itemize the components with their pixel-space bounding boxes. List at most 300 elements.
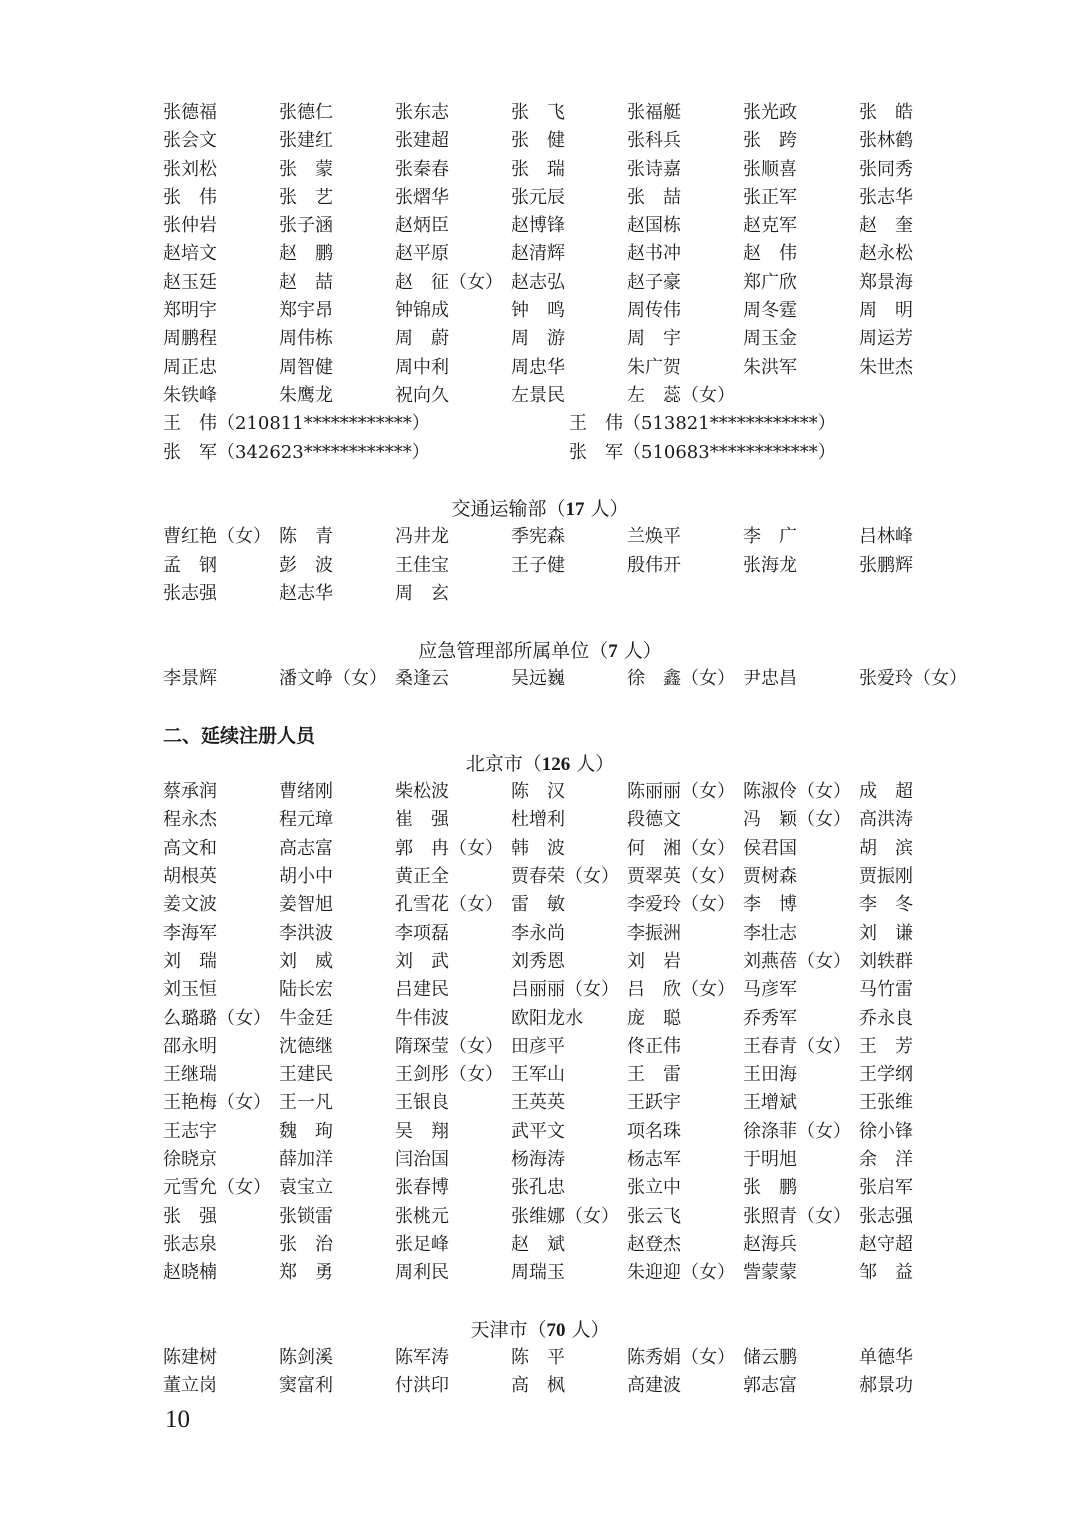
name-with-id: 王 伟（210811************） [163,413,430,435]
person-name: 项名珠 [627,1120,681,1142]
person-name: 张 飞 [511,102,565,123]
person-name: 刘 谦 [859,922,913,944]
person-name: 乔永良 [859,1007,913,1029]
name-row [163,523,963,551]
person-name: 高志富 [279,837,333,859]
person-name: 徐 鑫（女） [627,667,735,689]
name-row [163,1174,963,1202]
name-with-id: 张 军（510683************） [569,441,836,463]
person-name: 张刘松 [163,158,217,180]
person-name: 王一凡 [279,1092,333,1114]
person-name: 李壮志 [743,922,797,944]
person-name: 武平文 [511,1120,565,1142]
person-name: 刘 岩 [627,950,681,972]
person-name: 张建红 [279,130,333,152]
person-name: 李振洲 [627,922,681,944]
name-row [163,212,963,240]
name-row [163,156,963,184]
person-name: 李永尚 [511,922,565,944]
person-name: 李景辉 [163,667,217,689]
person-name: 李 博 [743,894,797,916]
person-name: 郭 冉（女） [395,837,503,859]
person-name: 张桃元 [395,1205,449,1227]
person-name: 张照青（女） [743,1205,851,1227]
person-name: 周伟栋 [279,328,333,350]
person-name: 杨志军 [627,1148,681,1170]
person-name: 张立中 [627,1177,681,1199]
person-name: 张正军 [743,186,797,208]
title-text: 天津市（ [470,1318,547,1341]
person-name: 曹绪刚 [279,781,333,803]
person-name: 张志强 [859,1205,913,1227]
person-name: 李项磊 [395,922,449,944]
person-name: 邵永明 [163,1035,217,1057]
person-name: 马竹雷 [859,979,913,1001]
person-name: 乔秀军 [743,1007,797,1029]
person-name: 左 蕊（女） [627,384,735,406]
person-name: 周冬霆 [743,300,797,322]
person-name: 周鹏程 [163,328,217,350]
person-name: 朱洪军 [743,356,797,378]
person-name: 刘玉恒 [163,979,217,1001]
person-name: 陈军涛 [395,1347,449,1369]
person-name: 王增斌 [743,1092,797,1114]
person-name: 赵炳臣 [395,215,449,237]
person-name: 贾振刚 [859,866,913,888]
document-body [163,99,967,1401]
person-name: 贾翠英（女） [627,866,735,888]
title-unit: 人） [570,752,615,775]
transport-section-title [163,495,917,523]
person-name: 欧阳龙水 [511,1007,583,1029]
person-name: 陈 汉 [511,781,565,803]
name-row [163,806,963,834]
person-name: 曹红艳（女） [163,526,271,548]
person-name: 郑景海 [859,271,913,293]
name-row [163,1344,963,1372]
person-name: 张志强 [163,583,217,605]
person-name: 周中利 [395,356,449,378]
person-name: 张 皓 [859,102,913,123]
title-count: 126 [541,753,571,775]
name-row [163,127,963,155]
person-name: 赵博锋 [511,215,565,237]
person-name: 陈丽丽（女） [627,781,735,803]
person-name: 刘 武 [395,950,449,972]
title-unit: 人） [584,498,629,521]
person-name: 周运芳 [859,328,913,350]
title-text: 北京市（ [465,752,542,775]
person-name: 张元辰 [511,186,565,208]
person-name: 张 健 [511,130,565,152]
person-name: 王银良 [395,1092,449,1114]
person-name: 钟锦成 [395,300,449,322]
person-name: 陈建树 [163,1347,217,1369]
person-name: 姜智旭 [279,894,333,916]
emergency-section-title [163,637,917,665]
person-name: 徐小锋 [859,1120,913,1142]
person-name: 郑广欣 [743,271,797,293]
person-name: 高 枫 [511,1375,565,1397]
person-name: 刘燕蓓（女） [743,950,851,972]
person-name: 左景民 [511,384,565,406]
person-name: 桑逢云 [395,667,449,689]
name-row [163,354,963,382]
person-name: 刘秀恩 [511,950,565,972]
name-row [163,382,963,410]
person-name: 陆长宏 [279,979,333,1001]
title-count: 70 [546,1319,566,1341]
person-name: 闫治国 [395,1148,449,1170]
title-count: 17 [565,499,585,521]
person-name: 潘文峥（女） [279,667,387,689]
person-name: 赵志弘 [511,271,565,293]
person-name: 李 广 [743,526,797,548]
person-name: 程元璋 [279,809,333,831]
person-name: 沈德继 [279,1035,333,1057]
person-name: 赵平原 [395,243,449,265]
person-name: 张顺喜 [743,158,797,180]
person-name: 胡 滨 [859,837,913,859]
person-name: 张同秀 [859,158,913,180]
person-name: 王剑彤（女） [395,1064,503,1086]
person-name: 郝景功 [859,1375,913,1397]
person-name: 吕 欣（女） [627,979,735,1001]
person-name: 王志宇 [163,1120,217,1142]
person-name: 张志泉 [163,1233,217,1255]
person-name: 陈 平 [511,1347,565,1369]
person-name: 张秦春 [395,158,449,180]
person-name: 赵登杰 [627,1233,681,1255]
name-row [163,1061,963,1089]
person-name: 邹 益 [859,1262,913,1284]
person-name: 赵子豪 [627,271,681,293]
person-name: 赵书冲 [627,243,681,265]
person-name: 郭志富 [743,1375,797,1397]
person-name: 王艳梅（女） [163,1092,271,1114]
person-name: 张福艇 [627,102,681,123]
person-name: 薛加洋 [279,1148,333,1170]
person-name: 张东志 [395,102,449,123]
name-with-id: 王 伟（513821************） [569,413,836,435]
person-name: 周玉金 [743,328,797,350]
person-name: 张 治 [279,1233,333,1255]
person-name: 周 玄 [395,583,449,605]
name-row [163,325,963,353]
person-name: 张鹏辉 [859,554,913,576]
person-name: 尹忠昌 [743,667,797,689]
person-name: 吴远巍 [511,667,565,689]
person-name: 程永杰 [163,809,217,831]
person-name: 胡小中 [279,866,333,888]
person-name: 季宪森 [511,526,565,548]
person-name: 蔡承润 [163,781,217,803]
person-name: 赵 鹏 [279,243,333,265]
name-row [163,948,963,976]
person-name: 王张维 [859,1092,913,1114]
person-name: 张 跨 [743,130,797,152]
person-name: 张会文 [163,130,217,152]
person-name: 彭 波 [279,554,333,576]
title-text: 交通运输部（ [451,498,566,521]
title-unit: 人） [617,639,662,662]
emergency-name-list [163,665,967,693]
person-name: 吕林峰 [859,526,913,548]
person-name: 张科兵 [627,130,681,152]
person-name: 张云飞 [627,1205,681,1227]
person-name: 王 芳 [859,1035,913,1057]
name-row [163,920,963,948]
beijing-section-title [163,750,917,778]
person-name: 周 蔚 [395,328,449,350]
name-row [163,976,963,1004]
tianjin-section-title [163,1316,917,1344]
person-name: 孟 钢 [163,554,217,576]
person-name: 王田海 [743,1064,797,1086]
person-name: 柴松波 [395,781,449,803]
person-name: 赵培文 [163,243,217,265]
person-name: 訾蒙蒙 [743,1262,797,1284]
name-row [163,1259,963,1287]
person-name: 刘 威 [279,950,333,972]
person-name: 赵海兵 [743,1233,797,1255]
name-row [163,1372,963,1400]
person-name: 祝向久 [395,384,449,406]
name-row [163,552,963,580]
person-name: 张仲岩 [163,215,217,237]
name-row [163,1033,963,1061]
person-name: 张建超 [395,130,449,152]
person-name: 赵 斌 [511,1233,565,1255]
person-name: 兰焕平 [627,526,681,548]
id-line [163,439,963,467]
person-name: 殷伟开 [627,554,681,576]
person-name: 张足峰 [395,1233,449,1255]
person-name: 孔雪花（女） [395,894,503,916]
person-name: 赵 征（女） [395,271,503,293]
person-name: 李海军 [163,922,217,944]
name-row [163,269,963,297]
person-name: 张光政 [743,102,797,123]
person-name: 黄正全 [395,866,449,888]
person-name: 刘轶群 [859,950,913,972]
person-name: 周 宇 [627,328,681,350]
person-name: 张 瑞 [511,158,565,180]
name-row [163,184,963,212]
name-row [163,1005,963,1033]
person-name: 王英英 [511,1092,565,1114]
person-name: 段德文 [627,809,681,831]
person-name: 郑明宇 [163,300,217,322]
person-name: 赵 伟 [743,243,797,265]
person-name: 于明旭 [743,1148,797,1170]
person-name: 张锁雷 [279,1205,333,1227]
person-name: 李爱玲（女） [627,894,735,916]
person-name: 单德华 [859,1347,913,1369]
person-name: 王建民 [279,1064,333,1086]
person-name: 崔 强 [395,809,449,831]
person-name: 朱广贺 [627,356,681,378]
person-name: 冯 颖（女） [743,809,851,831]
person-name: 郑 勇 [279,1262,333,1284]
name-row [163,835,963,863]
person-name: 赵晓楠 [163,1262,217,1284]
person-name: 张子涵 [279,215,333,237]
person-name: 魏 珣 [279,1120,333,1142]
name-row [163,891,963,919]
person-name: 杜增利 [511,809,565,831]
person-name: 马彦军 [743,979,797,1001]
person-name: 张 艺 [279,186,333,208]
person-name: 陈淑伶（女） [743,781,851,803]
person-name: 胡根英 [163,866,217,888]
person-name: 董立岗 [163,1375,217,1397]
name-row [163,1146,963,1174]
person-name: 张德福 [163,102,217,123]
person-name: 张志华 [859,186,913,208]
person-name: 牛伟波 [395,1007,449,1029]
person-name: 贾春荣（女） [511,866,619,888]
person-name: 张孔忠 [511,1177,565,1199]
person-name: 钟 鸣 [511,300,565,322]
person-name: 赵 奎 [859,215,913,237]
person-name: 余 洋 [859,1148,913,1170]
person-name: 何 湘（女） [627,837,735,859]
person-name: 周 明 [859,300,913,322]
person-name: 付洪印 [395,1375,449,1397]
section1-name-list [163,99,963,410]
person-name: 元雪允（女） [163,1177,271,1199]
person-name: 侯君国 [743,837,797,859]
person-name: 张 强 [163,1205,217,1227]
section2-heading: 二、延续注册人员 [163,724,316,747]
name-with-id: 张 军（342623************） [163,441,430,463]
tianjin-name-list [163,1344,963,1401]
person-name: 张 蒙 [279,158,333,180]
person-name: 张启军 [859,1177,913,1199]
person-name: 张维娜（女） [511,1205,619,1227]
person-name: 陈剑溪 [279,1347,333,1369]
person-name: 徐晓京 [163,1148,217,1170]
person-name: 田彦平 [511,1035,565,1057]
person-name: 贾树森 [743,866,797,888]
person-name: 雷 敏 [511,894,565,916]
person-name: 储云鹏 [743,1347,797,1369]
person-name: 周正忠 [163,356,217,378]
person-name: 赵克军 [743,215,797,237]
person-name: 张春博 [395,1177,449,1199]
person-name: 隋琛莹（女） [395,1035,503,1057]
id-line [163,410,963,438]
person-name: 吕丽丽（女） [511,979,619,1001]
person-name: 牛金廷 [279,1007,333,1029]
person-name: 高建波 [627,1375,681,1397]
page-number: 10 [165,1406,190,1433]
name-row [163,580,963,608]
title-count: 7 [608,640,618,662]
person-name: 张海龙 [743,554,797,576]
person-name: 张林鹤 [859,130,913,152]
title-unit: 人） [565,1318,610,1341]
person-name: 周利民 [395,1262,449,1284]
person-name: 徐涤菲（女） [743,1120,851,1142]
name-row [163,1118,963,1146]
person-name: 赵 喆 [279,271,333,293]
person-name: 王军山 [511,1064,565,1086]
name-row [163,665,967,693]
person-name: 杨海涛 [511,1148,565,1170]
person-name: 王春青（女） [743,1035,851,1057]
name-row [163,1203,963,1231]
person-name: 李洪波 [279,922,333,944]
person-name: 王子健 [511,554,565,576]
beijing-name-list [163,778,963,1287]
title-text: 应急管理部所属单位（ [418,639,609,662]
name-row [163,1231,963,1259]
person-name: 张熠华 [395,186,449,208]
person-name: 李 冬 [859,894,913,916]
person-name: 成 超 [859,781,913,803]
person-name: 赵志华 [279,583,333,605]
person-name: 周 游 [511,328,565,350]
person-name: 朱世杰 [859,356,913,378]
person-name: 赵守超 [859,1233,913,1255]
name-row [163,863,963,891]
person-name: 王继瑞 [163,1064,217,1086]
person-name: 赵玉廷 [163,271,217,293]
person-name: 庞 聪 [627,1007,681,1029]
person-name: 张诗嘉 [627,158,681,180]
person-name: 周忠华 [511,356,565,378]
person-name: 佟正伟 [627,1035,681,1057]
person-name: 朱铁峰 [163,384,217,406]
person-name: 赵清辉 [511,243,565,265]
person-name: 周传伟 [627,300,681,322]
person-name: 王跃宇 [627,1092,681,1114]
person-name: 张 伟 [163,186,217,208]
person-name: 朱鹰龙 [279,384,333,406]
person-name: 赵国栋 [627,215,681,237]
person-name: 周瑞玉 [511,1262,565,1284]
person-name: 窦富利 [279,1375,333,1397]
person-name: 王 雷 [627,1064,681,1086]
person-name: 么璐璐（女） [163,1007,271,1029]
person-name: 周智健 [279,356,333,378]
name-row [163,1089,963,1117]
person-name: 陈秀娟（女） [627,1347,735,1369]
person-name: 王佳宝 [395,554,449,576]
person-name: 张 鹏 [743,1177,797,1199]
name-row [163,240,963,268]
name-row [163,778,963,806]
person-name: 韩 波 [511,837,565,859]
name-row [163,99,963,127]
person-name: 朱迎迎（女） [627,1262,735,1284]
person-name: 吴 翔 [395,1120,449,1142]
person-name: 陈 青 [279,526,333,548]
person-name: 郑宇昂 [279,300,333,322]
name-row [163,297,963,325]
person-name: 冯井龙 [395,526,449,548]
person-name: 高文和 [163,837,217,859]
person-name: 赵永松 [859,243,913,265]
person-name: 袁宝立 [279,1177,333,1199]
transport-name-list [163,523,963,608]
person-name: 吕建民 [395,979,449,1001]
person-name: 刘 瑞 [163,950,217,972]
person-name: 张德仁 [279,102,333,123]
person-name: 张 喆 [627,186,681,208]
